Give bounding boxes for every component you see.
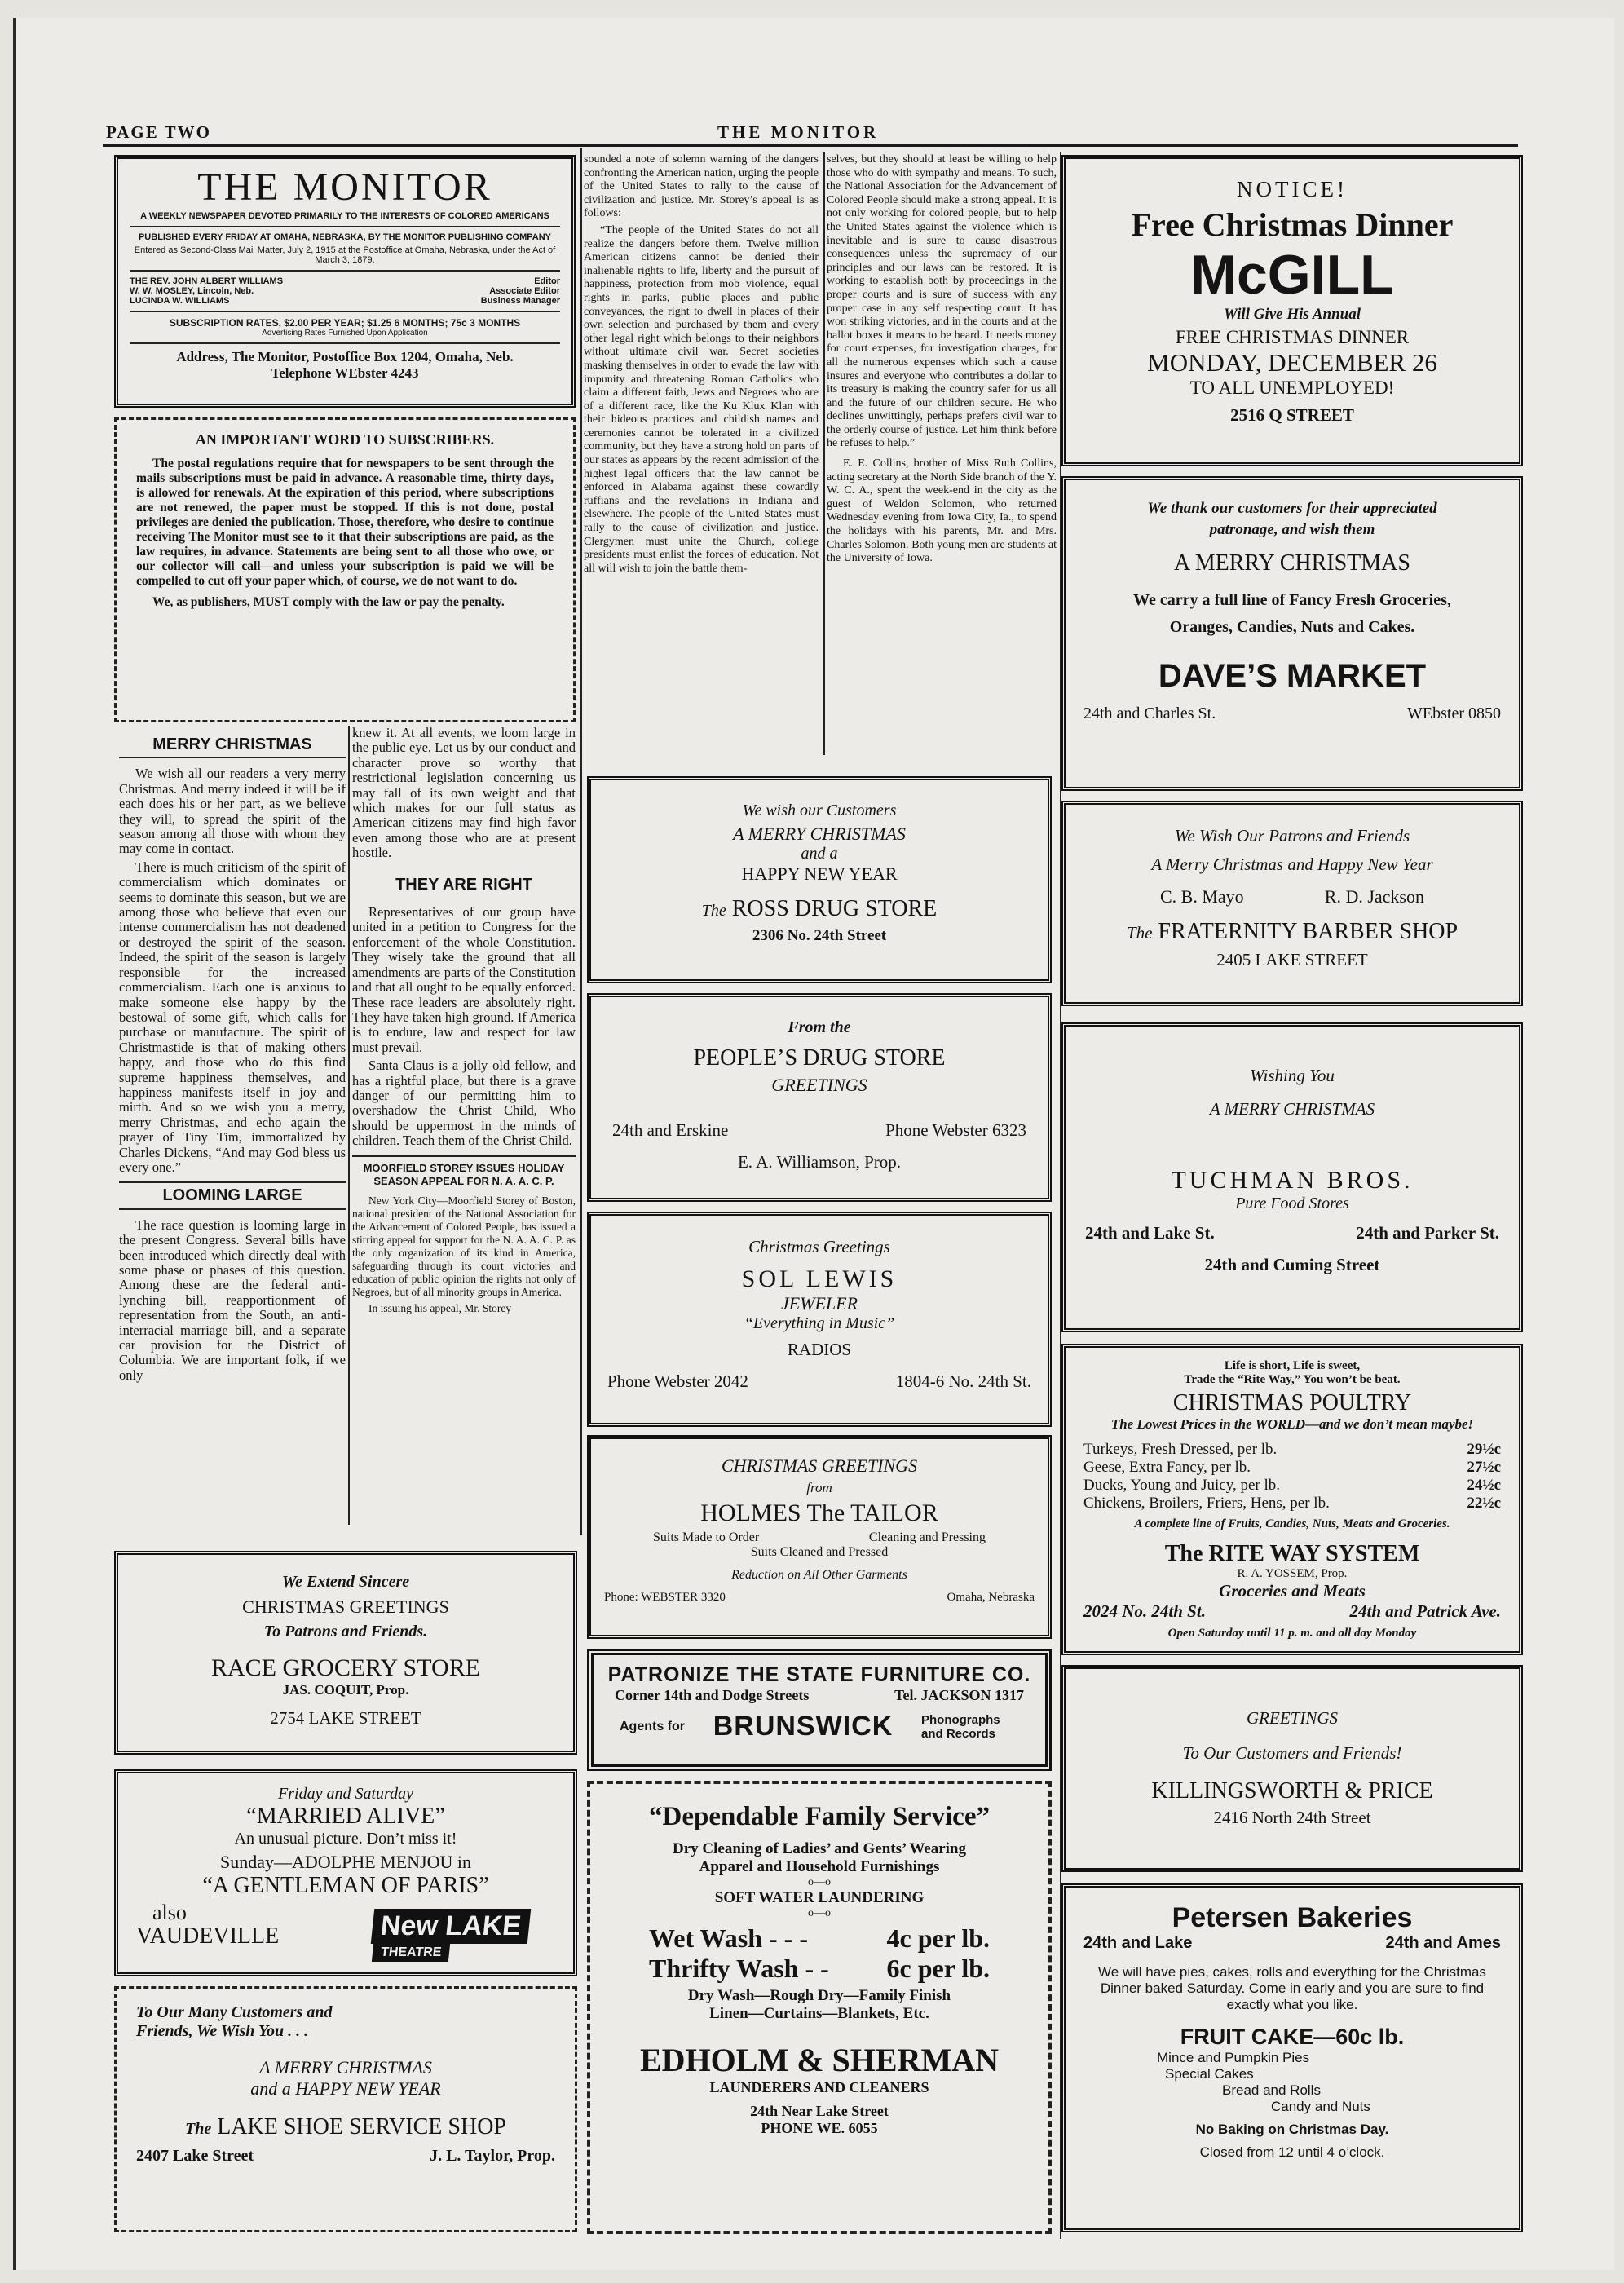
ad-address: 24th and Lake St. [1085, 1223, 1215, 1243]
running-head: THE MONITOR [717, 122, 880, 142]
ad-line: From the [788, 1018, 851, 1036]
ad-address: 24th and Charles St. [1083, 704, 1216, 722]
ad-business-name: ROSS DRUG STORE [731, 896, 938, 921]
notice-title: AN IMPORTANT WORD TO SUBSCRIBERS. [195, 431, 495, 448]
article-paragraph: Santa Claus is a jolly old fellow, and has a rightful place, but there is a grave danger of our permitting him to overshadow the Christ Child, Who should be uppermost in the minds of children. Teach them of the Christ Child. [352, 1058, 576, 1149]
ad-line: J. L. Taylor, Prop. [430, 2147, 555, 2165]
ad-line: A MERRY CHRISTMAS [1174, 550, 1410, 576]
ad-line: Friends, We Wish You . . . [136, 2022, 309, 2040]
ad-address: 24th and Cuming Street [1204, 1255, 1380, 1274]
ad-price: 4c per lb. [886, 1923, 990, 1953]
ad-race-grocery [114, 1551, 577, 1755]
ad-phone: Phone Webster 2042 [607, 1371, 748, 1391]
article-paragraph: New York City—Moorfield Storey of Boston, national president of the National Association for the Advancement of Colored People, has issued a stirring appeal for support for the N. A. A. C. P. as the only organization of its kind in America, safeguarding through its court victories and education of public opinion the rights not only of Negroes, but of all minority groups in America. [352, 1194, 576, 1298]
ad-line: Phonographs and Records [920, 1712, 1000, 1741]
ad-line: R. D. Jackson [1324, 886, 1424, 907]
column-2 [352, 726, 576, 1533]
ad-line: E. A. Williamson, Prop. [737, 1152, 902, 1172]
ad-line: Cleaning and Pressing [868, 1530, 986, 1544]
ad-address: 24th and Ames [1385, 1934, 1501, 1952]
ad-line: FRUIT CAKE—60c lb. [1180, 2025, 1405, 2049]
ad-line: Candy and Nuts [1271, 2099, 1370, 2114]
column-rule [580, 148, 582, 1535]
ad-edholm-sherman [587, 1781, 1052, 2234]
ad-tuchman-bros [1061, 1022, 1523, 1332]
ad-state-furniture [587, 1649, 1052, 1771]
ad-address: 2306 No. 24th Street [752, 927, 887, 944]
ad-address: 2754 LAKE STREET [270, 1708, 421, 1728]
ad-line: FREE CHRISTMAS DINNER [1175, 327, 1410, 347]
masthead-tagline: A WEEKLY NEWSPAPER DEVOTED PRIMARILY TO THE INTERESTS OF COLORED AMERICANS [140, 211, 549, 221]
staff-name: W. W. MOSLEY, Lincoln, Neb. [130, 286, 254, 296]
ad-killingsworth-price [1061, 1665, 1523, 1872]
ad-line: To Patrons and Friends. [263, 1623, 428, 1640]
staff-name: THE REV. JOHN ALBERT WILLIAMS [130, 276, 284, 286]
ad-business-name: TUCHMAN BROS. [1171, 1167, 1414, 1194]
article-paragraph: The race question is looming large in the present Congress. Several bills have been introduced which directly deal with some phase or phases of this question. Among these are the federal anti-lynching bill, reapportionment of representation from the South, an anti-interracial marriage bill, and a separate car provision for the District of Columbia. We are important folk, if we only [119, 1217, 346, 1383]
ad-line: Wishing You [1250, 1066, 1335, 1085]
ad-line: Sunday—ADOLPHE MENJOU in [220, 1852, 471, 1872]
ad-lake-shoe [114, 1986, 577, 2232]
ad-line: Linen—Curtains—Blankets, Etc. [709, 2005, 929, 2022]
ad-price: 6c per lb. [886, 1954, 990, 1983]
ad-line: Dry Wash—Rough Dry—Family Finish [687, 1987, 951, 2004]
ad-line: VAUDEVILLE [136, 1923, 280, 1949]
ad-business-name: RACE GROCERY STORE [210, 1654, 481, 1681]
ad-line: Oranges, Candies, Nuts and Cakes. [1169, 618, 1415, 636]
column-4 [827, 153, 1057, 753]
ad-daves-market [1061, 476, 1523, 791]
ad-line: JAS. COQUIT, Prop. [282, 1682, 409, 1698]
ad-address: Corner 14th and Dodge Streets [615, 1687, 810, 1703]
price-row: Chickens, Broilers, Friers, Hens, per lb. 22½c [1083, 1495, 1501, 1512]
ad-peoples-drug [587, 993, 1052, 1202]
ad-line: Dry Cleaning of Ladies’ and Gents’ Wearing [673, 1840, 966, 1857]
article-paragraph: knew it. At all events, we loom large in the public eye. Let us by our conduct and character prove so worthy that restrictional legislation concerning us may fall of its own weight and that which makes for our full status as American citizens may find high favor even among those who are at present hostile. [352, 726, 576, 861]
divider: o—o [808, 1876, 831, 1888]
masthead-entered: Entered as Second-Class Mail Matter, July 2, 1915 at the Postoffice at Omaha, Nebraska, under the Act of March 3, 1879. [134, 245, 556, 265]
ad-line: The [184, 2120, 212, 2138]
masthead-telephone: Telephone WEbster 4243 [271, 365, 419, 381]
ad-holmes-tailor [587, 1435, 1052, 1639]
ad-line: Free Christmas Dinner [1131, 206, 1454, 243]
divider: o—o [808, 1907, 831, 1919]
lake-theatre-logo: New LAKE THEATRE [373, 1909, 555, 1962]
ad-line: Bread and Rolls [1222, 2082, 1321, 2098]
ad-line: SOFT WATER LAUNDERING [714, 1889, 925, 1906]
ad-line: Open Saturday until 11 p. m. and all day Monday [1167, 1627, 1417, 1640]
ad-line: Special Cakes [1165, 2066, 1254, 2082]
ad-line: Trade the “Rite Way,” You won’t be beat. [1184, 1373, 1401, 1386]
ad-phone: Phone: WEBSTER 3320 [604, 1591, 726, 1604]
ad-line: An unusual picture. Don’t miss it! [234, 1830, 457, 1848]
price-row: Ducks, Young and Juicy, per lb. 24½c [1083, 1477, 1501, 1494]
ad-address: 24th and Erskine [612, 1120, 729, 1140]
ad-line: CHRISTMAS GREETINGS [721, 1455, 918, 1476]
ad-line: Life is short, Life is sweet, [1224, 1359, 1361, 1372]
ad-line: and a HAPPY NEW YEAR [250, 2078, 441, 2099]
ad-line: JEWELER [780, 1293, 858, 1314]
article-heading: THEY ARE RIGHT [395, 875, 532, 894]
ad-phone: PHONE WE. 6055 [761, 2120, 878, 2136]
ad-line: Closed from 12 until 4 o’clock. [1199, 2144, 1385, 2160]
masthead-published: PUBLISHED EVERY FRIDAY AT OMAHA, NEBRASKA, BY THE MONITOR PUBLISHING COMPANY [138, 232, 552, 242]
ad-line: Thrifty Wash - - [649, 1954, 829, 1983]
ad-business-name: The RITE WAY SYSTEM [1164, 1541, 1420, 1566]
staff-role: Business Manager [480, 296, 560, 306]
article-paragraph: Representatives of our group have united in a petition to Congress for the enforcement of the whole Constitution. They wisely take the ground that all amendments are parts of the Constitution and that all ought to be equally enforced. These race leaders are absolutely right. They have taken high ground. If America is to endure, law and respect for law must prevail. [352, 904, 576, 1055]
poultry-price-list [1083, 1441, 1501, 1512]
ad-petersen-bakeries [1061, 1883, 1523, 2232]
ad-line: from [806, 1480, 832, 1495]
ad-address: 2516 Q STREET [1230, 405, 1354, 425]
ad-line: NOTICE! [1237, 177, 1348, 201]
ad-address: 2405 LAKE STREET [1216, 950, 1368, 969]
subscription-rates: SUBSCRIPTION RATES, $2.00 PER YEAR; $1.25 6 MONTHS; 75c 3 MONTHS [169, 317, 521, 329]
ad-line: Reduction on All Other Garments [731, 1568, 907, 1582]
ad-business-name: PEOPLE’S DRUG STORE [693, 1045, 946, 1071]
ad-line: GREETINGS [771, 1075, 867, 1095]
ad-line: R. A. YOSSEM, Prop. [1237, 1567, 1348, 1580]
ad-business-name: PATRONIZE THE STATE FURNITURE CO. [607, 1663, 1031, 1686]
ad-address: 2024 No. 24th St. [1083, 1601, 1206, 1621]
article-paragraph: sounded a note of solemn warning of the dangers confronting the American nation, urging the people of the United States to rally to the cause of civilization and justice. Mr. Storey’s appeal is as follows: [584, 153, 819, 220]
ad-line: “MARRIED ALIVE” [246, 1804, 445, 1829]
ad-line: The [1126, 923, 1153, 943]
column-3 [584, 153, 819, 753]
notice-closing: We, as publishers, MUST comply with the law or pay the penalty. [152, 595, 505, 609]
ad-line: Suits Cleaned and Pressed [750, 1545, 889, 1559]
notice-body: The postal regulations require that for newspapers to be sent through the mails subscriptions must be paid in advance. A reasonable time, thirty days, is allowed for renewals. At the expiration of this period, where subscriptions are not renewed, the paper must be stopped. If this is not done, postal privileges are denied the publication. Those, therefore, who desire to continue receiving The Monitor must see to it that their subscriptions are paid, as the law requires, in advance. Statements are being sent to all those who owe, or our collector will call—and unless your subscription is paid we will be compelled to cut off your paper which, of course, we do not want to do. [136, 457, 554, 588]
ad-lake-theatre [114, 1769, 577, 1976]
price-row: Turkeys, Fresh Dressed, per lb. 29½c [1083, 1441, 1501, 1458]
ad-address: 2416 North 24th Street [1213, 1808, 1371, 1827]
ad-line: A MERRY CHRISTMAS [259, 2057, 432, 2078]
ad-mcgill [1061, 155, 1523, 466]
subscribers-notice [114, 417, 576, 722]
ad-business-name: EDHOLM & SHERMAN [640, 2042, 999, 2078]
ad-line: We carry a full line of Fancy Fresh Groceries, [1133, 591, 1451, 609]
ad-line: We Wish Our Patrons and Friends [1174, 826, 1410, 846]
ad-line: A Merry Christmas and Happy New Year [1151, 854, 1433, 874]
masthead-title: THE MONITOR [197, 166, 492, 209]
ad-line: To Our Many Customers and [136, 2003, 333, 2021]
ad-line: CHRISTMAS POULTRY [1172, 1390, 1412, 1415]
ad-line: To Our Customers and Friends! [1182, 1743, 1402, 1763]
staff-role: Associate Editor [489, 286, 560, 296]
ad-fraternity-barber [1061, 801, 1523, 1006]
ad-line: Suits Made to Order [653, 1530, 760, 1544]
ad-address: 2407 Lake Street [136, 2147, 254, 2165]
ad-line: Pure Food Stores [1235, 1194, 1349, 1212]
ad-line: A complete line of Fruits, Candies, Nuts, Meats and Groceries. [1134, 1517, 1450, 1530]
ad-line: Friday and Saturday [278, 1785, 413, 1803]
ad-phone: Tel. JACKSON 1317 [894, 1687, 1024, 1703]
article-paragraph: We wish all our readers a very merry Christmas. And merry indeed it will be if each does his or her part, as we believe they will, to spread the spirit of the season among all those with whom they may come in contact. [119, 766, 346, 857]
ad-line: HAPPY NEW YEAR [741, 863, 898, 884]
ad-line: GREETINGS [1247, 1708, 1338, 1728]
ad-line: A MERRY CHRISTMAS [733, 824, 906, 844]
ad-line: “A GENTLEMAN OF PARIS” [202, 1873, 489, 1898]
ad-address: 24th Near Lake Street [750, 2103, 889, 2119]
article-paragraph: In issuing his appeal, Mr. Storey [368, 1301, 512, 1314]
article-heading: LOOMING LARGE [119, 1181, 346, 1209]
ad-business-name: LAKE SHOE SERVICE SHOP [217, 2114, 506, 2139]
ad-line: A MERRY CHRISTMAS [1209, 1099, 1375, 1119]
article-paragraph: E. E. Collins, brother of Miss Ruth Collins, acting secretary at the North Side branch of the Y. W. C. A., spent the week-end in the city as the guest of Weldon Solomon, who returned Wednesday evening from Iowa City, Ia., to spend the holidays with his parents, Mr. and Mrs. Charles Solomon. Both young men are students at the University of Iowa. [827, 457, 1057, 565]
ad-line: and a [801, 845, 838, 863]
ad-line: We Extend Sincere [281, 1573, 410, 1591]
ad-line: “Everything in Music” [744, 1314, 895, 1332]
ad-sol-lewis [587, 1212, 1052, 1427]
ad-line: TO ALL UNEMPLOYED! [1189, 378, 1395, 398]
masthead-box [114, 155, 576, 408]
column-1 [119, 726, 346, 1533]
ad-line: We thank our customers for their appreciated [1147, 500, 1437, 517]
ad-phone: Phone Webster 6323 [885, 1120, 1026, 1140]
ad-line: C. B. Mayo [1160, 886, 1244, 907]
ad-line: Mince and Pumpkin Pies [1157, 2050, 1310, 2065]
ad-line: “Dependable Family Service” [649, 1802, 990, 1831]
ad-business-name: HOLMES The TAILOR [700, 1499, 938, 1526]
ad-line: Agents for [620, 1719, 685, 1733]
column-rule [348, 726, 350, 1525]
ad-address: 1804-6 No. 24th St. [895, 1371, 1031, 1391]
ad-business-name: FRATERNITY BARBER SHOP [1158, 919, 1459, 944]
staff-name: LUCINDA W. WILLIAMS [130, 296, 230, 306]
ad-line: We wish our Customers [742, 801, 897, 819]
ad-address: 24th and Parker St. [1356, 1223, 1499, 1243]
ad-line: No Baking on Christmas Day. [1195, 2122, 1389, 2137]
advertising-rates: Advertising Rates Furnished Upon Application [262, 329, 428, 338]
ad-line: RADIOS [787, 1340, 852, 1359]
brunswick-logo: BRUNSWICK [713, 1711, 894, 1742]
ad-business-name: McGILL [1190, 244, 1394, 306]
staff-role: Editor [534, 276, 560, 286]
article-heading: MOORFIELD STOREY ISSUES HOLIDAY SEASON APPEAL FOR N. A. A. C. P. [352, 1155, 576, 1188]
ad-line: CHRISTMAS GREETINGS [242, 1596, 449, 1617]
ad-line: LAUNDERERS AND CLEANERS [709, 2079, 929, 2095]
ad-address: 24th and Lake [1083, 1934, 1193, 1952]
column-rule [823, 152, 825, 755]
ad-business-name: Petersen Bakeries [1172, 1902, 1413, 1933]
article-paragraph: There is much criticism of the spirit of commercialism which dominates or seems to dominate this season, but we are among those who believe that even our intense commercialism has not deadened or destroyed the spirit of the season. Indeed, the spirit of the season is largely responsible for the increased commercialism. Each one is anxious to make someone else happy by the bestowal of some gift, which calls for purchase or manufacture. The spirit of Christmastide is that of making others happy, and those who do this find supreme happiness themselves, and happiness manifests itself in joy and mirth. And so we wish you a merry, merry Christmas, and echo again the prayer of Tiny Tim, immortalized by Charles Dickens, “And may God bless us every one.” [119, 859, 346, 1175]
article-paragraph: “The people of the United States do not all realize the dangers before them. Twelve million American citizens cannot be denied their inalienable rights to life, liberty and the pursuit of happiness, protection from mob violence, equal rights in parks, public places and public conveyances, the right to dwell in places of their own selection and purchased by them and every other legal right which belongs to their neighbors without ultimate civil war. Secret societies masking themselves in order to evade the law with impunity and threatening Roman Catholics who claim a different faith, Jews and Negroes who are of a different race, like the Ku Klux Klan with their hideous practices and childish names and ceremonies cannot be tolerated in a civilized community, but they have a strong hold on parts of our states as appears by the recent admission of the highest legal officers that the law cannot be enforced in Alabama against these cowardly ruffians and the revelations in Indiana and elsewhere. The people of the United States must rally to the cause of civilization and justice. Clergymen must unite the Church, college presidents must enlist the forces of education. Not all will wish to join the battle them- [584, 223, 819, 575]
masthead-address: Address, The Monitor, Postoffice Box 1204, Omaha, Neb. [176, 349, 514, 364]
ad-business-name: DAVE’S MARKET [1158, 658, 1427, 694]
page-number: PAGE TWO [106, 122, 211, 142]
ad-ross-drug [587, 776, 1052, 983]
ad-line: patronage, and wish them [1209, 521, 1375, 538]
article-paragraph: selves, but they should at least be willing to help those who do with sympathy and means. To such, the National Association for the Advancement of Colored People should make a strong appeal. It is not only working for colored people, but to help the United States against the violence which is inevitable and is sure to cause disastrous consequences unless the supremacy of our principles and our laws can be restored. It is working to establish both by proceedings in the proper courts and is sure of success with any proper case in any self respecting court. It has won striking victories, and in the courts and at the ballot boxes it means to be heard. It needs money for court expenses, for investigation charges, for all the numerous expenses which such a cause insures and everyone who contributes a dollar to its treasury is making the country safer for us all and the future of our children secure. He who declines unwittingly, perhaps prefers civil war to the orderly course of justice. Let him think before he refuses to help.” [827, 153, 1057, 450]
ad-rite-way [1061, 1344, 1523, 1655]
ad-line: The [701, 902, 726, 920]
ad-line: MONDAY, DECEMBER 26 [1147, 348, 1437, 377]
ad-line: Apparel and Household Furnishings [699, 1858, 940, 1875]
ad-business-name: SOL LEWIS [741, 1265, 898, 1292]
price-row: Geese, Extra Fancy, per lb. 27½c [1083, 1459, 1501, 1476]
ad-line: The Lowest Prices in the WORLD—and we don’t mean maybe! [1110, 1416, 1474, 1432]
ad-line: Wet Wash - - - [649, 1923, 808, 1953]
ad-line: Will Give His Annual [1223, 306, 1361, 323]
header-rule [103, 144, 1518, 147]
ad-address: Omaha, Nebraska [947, 1591, 1035, 1604]
ad-phone: WEbster 0850 [1407, 704, 1501, 722]
ad-business-name: KILLINGSWORTH & PRICE [1151, 1778, 1433, 1804]
ad-line: Christmas Greetings [748, 1237, 890, 1256]
ad-address: 24th and Patrick Ave. [1349, 1601, 1501, 1621]
article-heading: MERRY CHRISTMAS [119, 732, 346, 758]
ad-line: also [152, 1901, 187, 1924]
ad-line: We will have pies, cakes, rolls and everything for the Christmas Dinner baked Saturday. Come in early and you are sure to find exactly what you like. [1098, 1964, 1486, 2012]
ad-line: Groceries and Meats [1219, 1581, 1366, 1601]
